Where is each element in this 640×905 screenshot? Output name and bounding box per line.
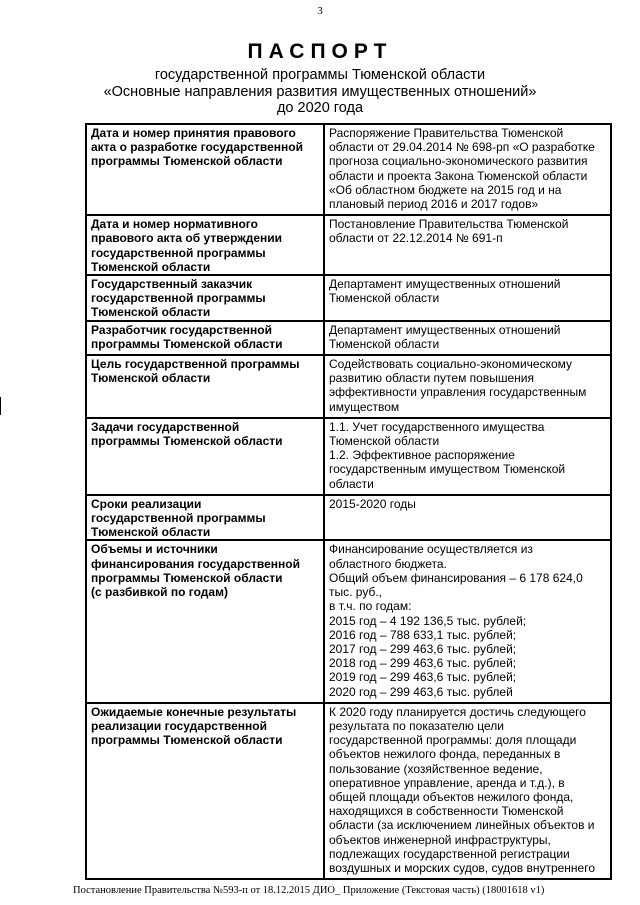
row-value-line: «Об областном бюджете на 2015 год и на	[329, 182, 562, 197]
row-value-line: 2017 год – 299 463,6 тыс. рублей;	[329, 641, 517, 656]
row-value-line: области и проекта Закона Тюменской области	[329, 168, 588, 183]
row-label-line: Тюменской области	[91, 259, 211, 274]
row-value-line: государственным имуществом Тюменской	[329, 462, 566, 477]
row-label-line: Тюменской области	[91, 525, 211, 540]
row-value-line: эффективности управления государственным	[329, 385, 587, 400]
row-value-line: 2015 год – 4 192 136,5 тыс. рублей;	[329, 613, 527, 628]
row-label-cell	[86, 495, 324, 541]
row-value-cell	[324, 275, 611, 321]
row-value-line: Тюменской области	[329, 434, 440, 449]
row-label-line: правового акта об утверждении	[91, 231, 283, 246]
passport-row	[86, 418, 611, 495]
subtitle-line: государственной программы Тюменской области	[154, 67, 486, 83]
row-value-line: Тюменской области	[329, 291, 440, 306]
row-value-line: 2015-2020 годы	[329, 496, 416, 511]
row-label-cell	[86, 418, 324, 495]
row-value-line: результата по показателю цели	[329, 718, 504, 733]
row-value-line: Тюменской области	[329, 336, 440, 351]
row-value-line: 2018 год – 299 463,6 тыс. рублей;	[329, 656, 517, 671]
row-value-cell	[324, 124, 611, 215]
row-value-cell	[324, 355, 611, 418]
row-value-cell	[324, 215, 611, 275]
passport-row	[86, 703, 611, 879]
passport-row	[86, 215, 611, 275]
row-value-line: Постановление Правительства Тюменской	[329, 217, 569, 232]
page-footer: Постановление Правительства №593-п от 18.12.2015 ДИО_ Приложение (Текстовая часть) (18001618 v1)	[73, 885, 545, 896]
row-value-line: подлежащих государственной регистрации	[329, 846, 570, 861]
row-value-cell	[324, 540, 611, 702]
subtitle-line: «Основные направления развития имущественных отношений»	[103, 83, 537, 100]
row-label-cell	[86, 355, 324, 418]
row-label-cell	[86, 275, 324, 321]
subtitle-line: до 2020 года	[276, 100, 364, 116]
row-value-line: области (за исключением линейных объектов и	[329, 818, 595, 833]
row-value-line: имуществом	[329, 399, 400, 414]
row-label-line: Тюменской области	[91, 371, 211, 386]
row-value-line: развитию области путем повышения	[329, 371, 534, 386]
row-value-line: 2016 год – 788 633,1 тыс. рублей;	[329, 627, 517, 642]
row-value-line: области от 29.04.2014 № 698-рп «О разработке	[329, 140, 595, 155]
row-label-line: Цель государственной программы	[91, 357, 300, 372]
row-label-cell	[86, 215, 324, 275]
row-value-line: объектов нежилого фонда, переданных в	[329, 747, 561, 762]
scan-edge-mark	[0, 397, 1, 415]
row-value-line: областного бюджета.	[329, 556, 447, 571]
row-value-line: 1.1. Учет государственного имущества	[329, 419, 545, 434]
row-value-line: воздушных и морских судов, судов внутреннего	[329, 860, 596, 875]
row-value-line: пользование (хозяйственное ведение,	[329, 761, 543, 776]
row-value-line: Распоряжение Правительства Тюменской	[329, 126, 564, 140]
row-value-line: области	[329, 476, 374, 491]
row-value-line: области от 22.12.2014 № 691-п	[329, 231, 503, 246]
row-label-cell	[86, 703, 324, 879]
passport-table	[85, 123, 612, 880]
row-value-line: К 2020 году планируется достичь следующего	[329, 704, 586, 719]
row-value-line: оперативное управление, аренда и т.д.), в	[329, 775, 565, 790]
row-label-line: программы Тюменской области	[91, 336, 283, 351]
row-label-line: государственной программы	[91, 511, 266, 526]
row-label-line: государственной программы	[91, 245, 266, 260]
row-value-line: 2020 год – 299 463,6 тыс. рублей	[329, 684, 513, 699]
row-value-line: Общий объем финансирования – 6 178 624,0	[329, 570, 583, 585]
row-label-line: финансирования государственной	[91, 556, 300, 571]
row-label-line: Объемы и источники	[91, 542, 218, 557]
row-label-line: (с разбивкой по годам)	[91, 585, 228, 600]
row-label-line: Дата и номер нормативного	[91, 217, 258, 232]
row-label-line: акта о разработке государственной	[91, 140, 304, 155]
row-value-line: плановый период 2016 и 2017 годов»	[329, 197, 539, 212]
row-label-cell	[86, 124, 324, 215]
row-label-cell	[86, 540, 324, 702]
passport-row	[86, 355, 611, 418]
row-label-line: программы Тюменской области	[91, 733, 283, 748]
row-value-line: 2019 год – 299 463,6 тыс. рублей;	[329, 670, 517, 685]
row-value-line: Департамент имущественных отношений	[329, 277, 561, 292]
row-label-line: Тюменской области	[91, 305, 211, 320]
row-value-line: объектов инженерной инфраструктуры,	[329, 832, 551, 847]
row-label-cell	[86, 321, 324, 355]
row-value-cell	[324, 321, 611, 355]
row-value-line: Департамент имущественных отношений	[329, 322, 561, 337]
document-subtitle	[0, 67, 640, 117]
row-value-line: государственной программы: доля площади	[329, 733, 577, 748]
row-label-line: Сроки реализации	[91, 496, 202, 511]
row-value-line: Финансирование осуществляется из	[329, 542, 533, 557]
row-label-line: Задачи государственной	[91, 419, 240, 434]
row-value-line: прогноза социально-экономического развития	[329, 154, 588, 169]
row-label-line: программы Тюменской области	[91, 570, 283, 585]
row-label-line: Разработчик государственной	[91, 322, 272, 337]
passport-row	[86, 321, 611, 355]
row-value-line: находящихся в собственности Тюменской	[329, 804, 564, 819]
row-value-line: тыс. руб.,	[329, 585, 383, 600]
row-value-cell	[324, 495, 611, 541]
passport-row	[86, 275, 611, 321]
row-label-line: государственной программы	[91, 291, 266, 306]
page-number: 3	[317, 5, 323, 17]
row-value-cell	[324, 418, 611, 495]
document-title: ПАСПОРТ	[247, 40, 393, 63]
row-value-line: в т.ч. по годам:	[329, 599, 412, 614]
row-label-line: программы Тюменской области	[91, 434, 283, 449]
row-label-line: программы Тюменской области	[91, 154, 283, 169]
row-value-line: 1.2. Эффективное распоряжение	[329, 448, 515, 463]
passport-row	[86, 124, 611, 215]
row-label-line: реализации государственной	[91, 718, 267, 733]
row-label-line: Ожидаемые конечные результаты	[91, 704, 297, 719]
passport-row	[86, 540, 611, 702]
row-value-line: общей площади объектов нежилого фонда,	[329, 789, 574, 804]
row-label-line: Государственный заказчик	[91, 277, 253, 292]
row-value-cell	[324, 703, 611, 879]
row-value-line: Содействовать социально-экономическому	[329, 357, 573, 372]
row-label-line: Дата и номер принятия правового	[91, 126, 296, 140]
passport-row	[86, 495, 611, 541]
